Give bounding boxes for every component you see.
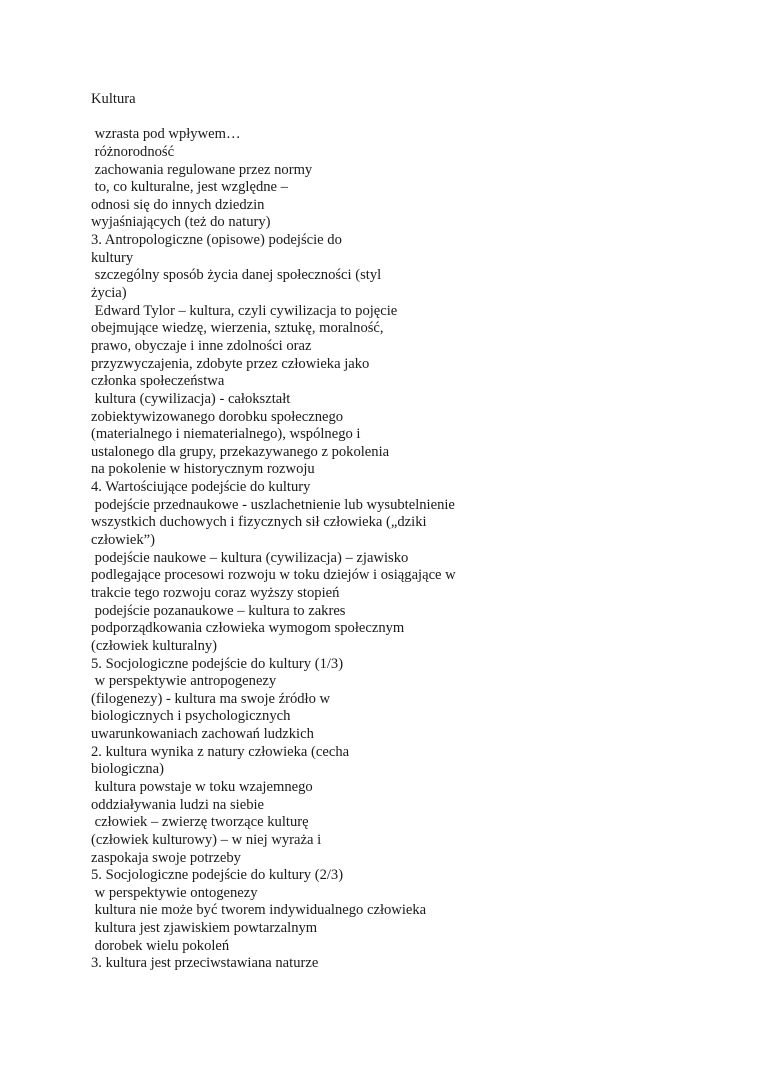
text-line: kultura nie może być tworem indywidualnego człowieka: [91, 902, 427, 919]
text-line: (materialnego i niematerialnego), wspólnego i: [91, 426, 361, 443]
text-line: w perspektywie antropogenezy: [91, 673, 277, 690]
text-line: członka społeczeństwa: [91, 373, 225, 390]
text-line: różnorodność: [91, 143, 175, 160]
text-line: podejście przednaukowe - uszlachetnienie lub wysubtelnienie: [91, 496, 455, 513]
text-line: to, co kulturalne, jest względne –: [91, 179, 288, 196]
text-line: kultura jest zjawiskiem powtarzalnym: [91, 920, 318, 937]
text-line: 5. Socjologiczne podejście do kultury (1/3): [91, 655, 344, 672]
text-line: przyzwyczajenia, zdobyte przez człowieka jako: [91, 355, 370, 372]
text-line: odnosi się do innych dziedzin: [91, 196, 265, 213]
text-line: kultura powstaje w toku wzajemnego: [91, 778, 313, 795]
text-line: 5. Socjologiczne podejście do kultury (2/3): [91, 867, 344, 884]
text-line: prawo, obyczaje i inne zdolności oraz: [91, 337, 312, 354]
text-line: ustalonego dla grupy, przekazywanego z pokolenia: [91, 443, 390, 460]
text-line: podejście pozanaukowe – kultura to zakres: [91, 602, 346, 619]
text-line: dorobek wielu pokoleń: [91, 937, 230, 954]
text-line: zaspokaja swoje potrzeby: [91, 849, 241, 866]
text-line: kultura (cywilizacja) - całokształt: [91, 390, 291, 407]
text-line: życia): [91, 285, 127, 302]
text-line: Edward Tylor – kultura, czyli cywilizacja to pojęcie: [91, 302, 398, 319]
text-line: zachowania regulowane przez normy: [91, 161, 313, 178]
text-line: (filogenezy) - kultura ma swoje źródło w: [91, 690, 331, 707]
text-line: biologiczna): [91, 761, 164, 778]
text-line: podlegające procesowi rozwoju w toku dziejów i osiągające w: [91, 567, 456, 584]
text-line: wyjaśniających (też do natury): [91, 214, 271, 231]
text-line: wszystkich duchowych i fizycznych sił człowieka („dziki: [91, 514, 427, 531]
text-line: na pokolenie w historycznym rozwoju: [91, 461, 315, 478]
text-line: 3. Antropologiczne (opisowe) podejście do: [91, 232, 342, 249]
text-line: (człowiek kulturalny): [91, 637, 218, 654]
text-line: trakcie tego rozwoju coraz wyższy stopień: [91, 584, 340, 601]
text-line: szczególny sposób życia danej społeczności (styl: [91, 267, 382, 284]
text-line: obejmujące wiedzę, wierzenia, sztukę, moralność,: [91, 320, 384, 337]
text-line: oddziaływania ludzi na siebie: [91, 796, 265, 813]
text-line: 4. Wartościujące podejście do kultury: [91, 479, 311, 496]
text-line: zobiektywizowanego dorobku społecznego: [91, 408, 344, 425]
text-lines: [91, 126, 731, 973]
text-line: wzrasta pod wpływem…: [91, 126, 241, 143]
text-line: uwarunkowaniach zachowań ludzkich: [91, 726, 314, 743]
text-line: kultury: [91, 249, 134, 266]
text-line: 3. kultura jest przeciwstawiana naturze: [91, 955, 319, 972]
text-line: podporządkowania człowieka wymogom społecznym: [91, 620, 405, 637]
text-line: człowiek”): [91, 532, 156, 549]
text-line: podejście naukowe – kultura (cywilizacja) – zjawisko: [91, 549, 409, 566]
blank-line: [91, 109, 731, 127]
document-body: [91, 91, 731, 973]
text-line: człowiek – zwierzę tworzące kulturę: [91, 814, 309, 831]
text-line: w perspektywie ontogenezy: [91, 884, 258, 901]
text-line: biologicznych i psychologicznych: [91, 708, 291, 725]
document-title: Kultura: [91, 91, 136, 107]
text-line: 2. kultura wynika z natury człowieka (cecha: [91, 743, 350, 760]
text-line: (człowiek kulturowy) – w niej wyraża i: [91, 831, 322, 848]
